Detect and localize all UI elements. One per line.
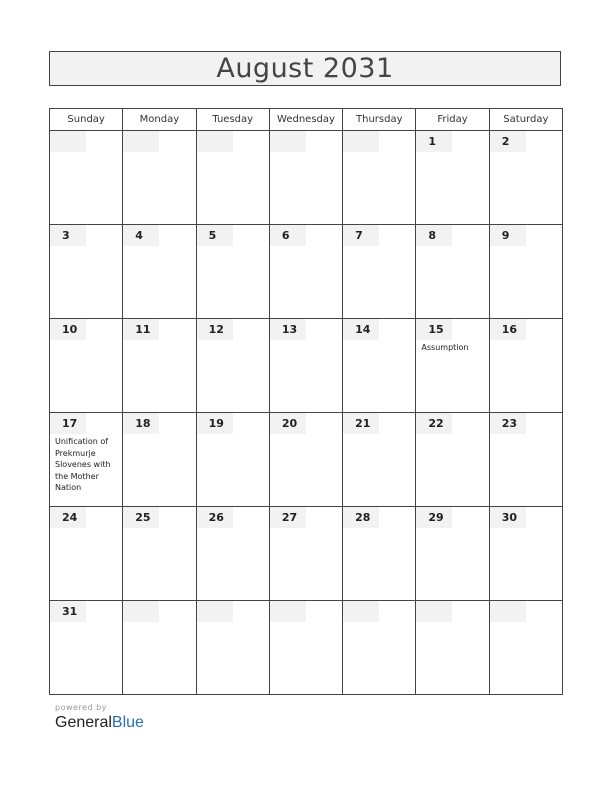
day-number xyxy=(416,601,452,622)
day-cell xyxy=(123,131,196,225)
weekday-saturday: Saturday xyxy=(489,109,562,131)
day-number: 24 xyxy=(50,507,86,528)
day-number: 20 xyxy=(270,413,306,434)
day-cell xyxy=(50,413,123,507)
day-number xyxy=(197,601,233,622)
day-number xyxy=(50,131,86,152)
day-cell xyxy=(416,131,489,225)
day-cell xyxy=(416,413,489,507)
day-cell xyxy=(50,225,123,319)
day-cell xyxy=(123,507,196,601)
week-row xyxy=(50,413,563,507)
day-cell xyxy=(269,413,342,507)
day-cell xyxy=(343,225,416,319)
day-number: 26 xyxy=(197,507,233,528)
day-cell xyxy=(196,413,269,507)
day-cell xyxy=(489,319,562,413)
calendar-body xyxy=(50,131,563,695)
day-cell xyxy=(123,413,196,507)
day-cell xyxy=(269,601,342,695)
day-number: 13 xyxy=(270,319,306,340)
calendar-title: August 2031 xyxy=(216,53,394,84)
brand-general: General xyxy=(55,714,112,731)
day-cell xyxy=(269,225,342,319)
day-number: 5 xyxy=(197,225,233,246)
day-number: 31 xyxy=(50,601,86,622)
calendar-grid xyxy=(49,108,563,695)
day-number: 23 xyxy=(490,413,526,434)
day-cell xyxy=(196,507,269,601)
week-row xyxy=(50,601,563,695)
holiday-label: Unification of Prekmurje Slovenes with the Mother Nation xyxy=(55,437,111,492)
day-cell xyxy=(196,225,269,319)
day-number: 12 xyxy=(197,319,233,340)
weekday-friday: Friday xyxy=(416,109,489,131)
day-number: 22 xyxy=(416,413,452,434)
day-number: 9 xyxy=(490,225,526,246)
day-cell xyxy=(123,319,196,413)
day-number: 11 xyxy=(123,319,159,340)
day-cell xyxy=(489,225,562,319)
day-number xyxy=(343,601,379,622)
day-number xyxy=(270,601,306,622)
day-cell xyxy=(416,225,489,319)
calendar-title-box xyxy=(49,51,561,86)
day-number: 21 xyxy=(343,413,379,434)
day-cell xyxy=(343,131,416,225)
weekday-sunday: Sunday xyxy=(50,109,123,131)
day-number: 4 xyxy=(123,225,159,246)
week-row xyxy=(50,131,563,225)
brand-logo xyxy=(55,714,144,732)
day-cell xyxy=(489,601,562,695)
day-cell xyxy=(343,507,416,601)
day-cell xyxy=(416,319,489,413)
day-number: 7 xyxy=(343,225,379,246)
day-cell xyxy=(269,131,342,225)
day-cell xyxy=(50,319,123,413)
day-cell xyxy=(416,507,489,601)
day-cell xyxy=(416,601,489,695)
day-cell xyxy=(343,601,416,695)
day-number: 8 xyxy=(416,225,452,246)
week-row xyxy=(50,319,563,413)
day-cell xyxy=(489,131,562,225)
footer xyxy=(55,703,144,732)
day-cell xyxy=(269,507,342,601)
day-cell xyxy=(196,131,269,225)
day-number: 25 xyxy=(123,507,159,528)
day-number: 14 xyxy=(343,319,379,340)
day-cell xyxy=(489,507,562,601)
day-number: 15 xyxy=(416,319,452,340)
day-number xyxy=(123,601,159,622)
day-number: 2 xyxy=(490,131,526,152)
brand-blue: Blue xyxy=(111,714,144,731)
day-cell xyxy=(123,225,196,319)
day-cell xyxy=(196,319,269,413)
weekday-tuesday: Tuesday xyxy=(196,109,269,131)
week-row xyxy=(50,225,563,319)
day-number xyxy=(270,131,306,152)
day-number: 30 xyxy=(490,507,526,528)
day-number: 3 xyxy=(50,225,86,246)
day-cell xyxy=(50,131,123,225)
weekday-header-row xyxy=(50,109,563,131)
day-cell xyxy=(123,601,196,695)
day-number: 6 xyxy=(270,225,306,246)
day-number: 28 xyxy=(343,507,379,528)
day-number xyxy=(490,601,526,622)
weekday-monday: Monday xyxy=(123,109,196,131)
day-cell xyxy=(343,319,416,413)
day-cell xyxy=(196,601,269,695)
day-number xyxy=(343,131,379,152)
day-number: 16 xyxy=(490,319,526,340)
week-row xyxy=(50,507,563,601)
day-number: 17 xyxy=(50,413,86,434)
day-number: 10 xyxy=(50,319,86,340)
day-cell xyxy=(343,413,416,507)
day-cell xyxy=(50,601,123,695)
day-number: 19 xyxy=(197,413,233,434)
day-number: 27 xyxy=(270,507,306,528)
powered-by-text: powered by xyxy=(55,703,107,712)
day-number xyxy=(123,131,159,152)
day-cell xyxy=(269,319,342,413)
holiday-label: Assumption xyxy=(421,343,469,352)
day-number: 1 xyxy=(416,131,452,152)
weekday-wednesday: Wednesday xyxy=(269,109,342,131)
day-number: 29 xyxy=(416,507,452,528)
day-number: 18 xyxy=(123,413,159,434)
day-cell xyxy=(489,413,562,507)
day-number xyxy=(197,131,233,152)
weekday-thursday: Thursday xyxy=(343,109,416,131)
day-cell xyxy=(50,507,123,601)
